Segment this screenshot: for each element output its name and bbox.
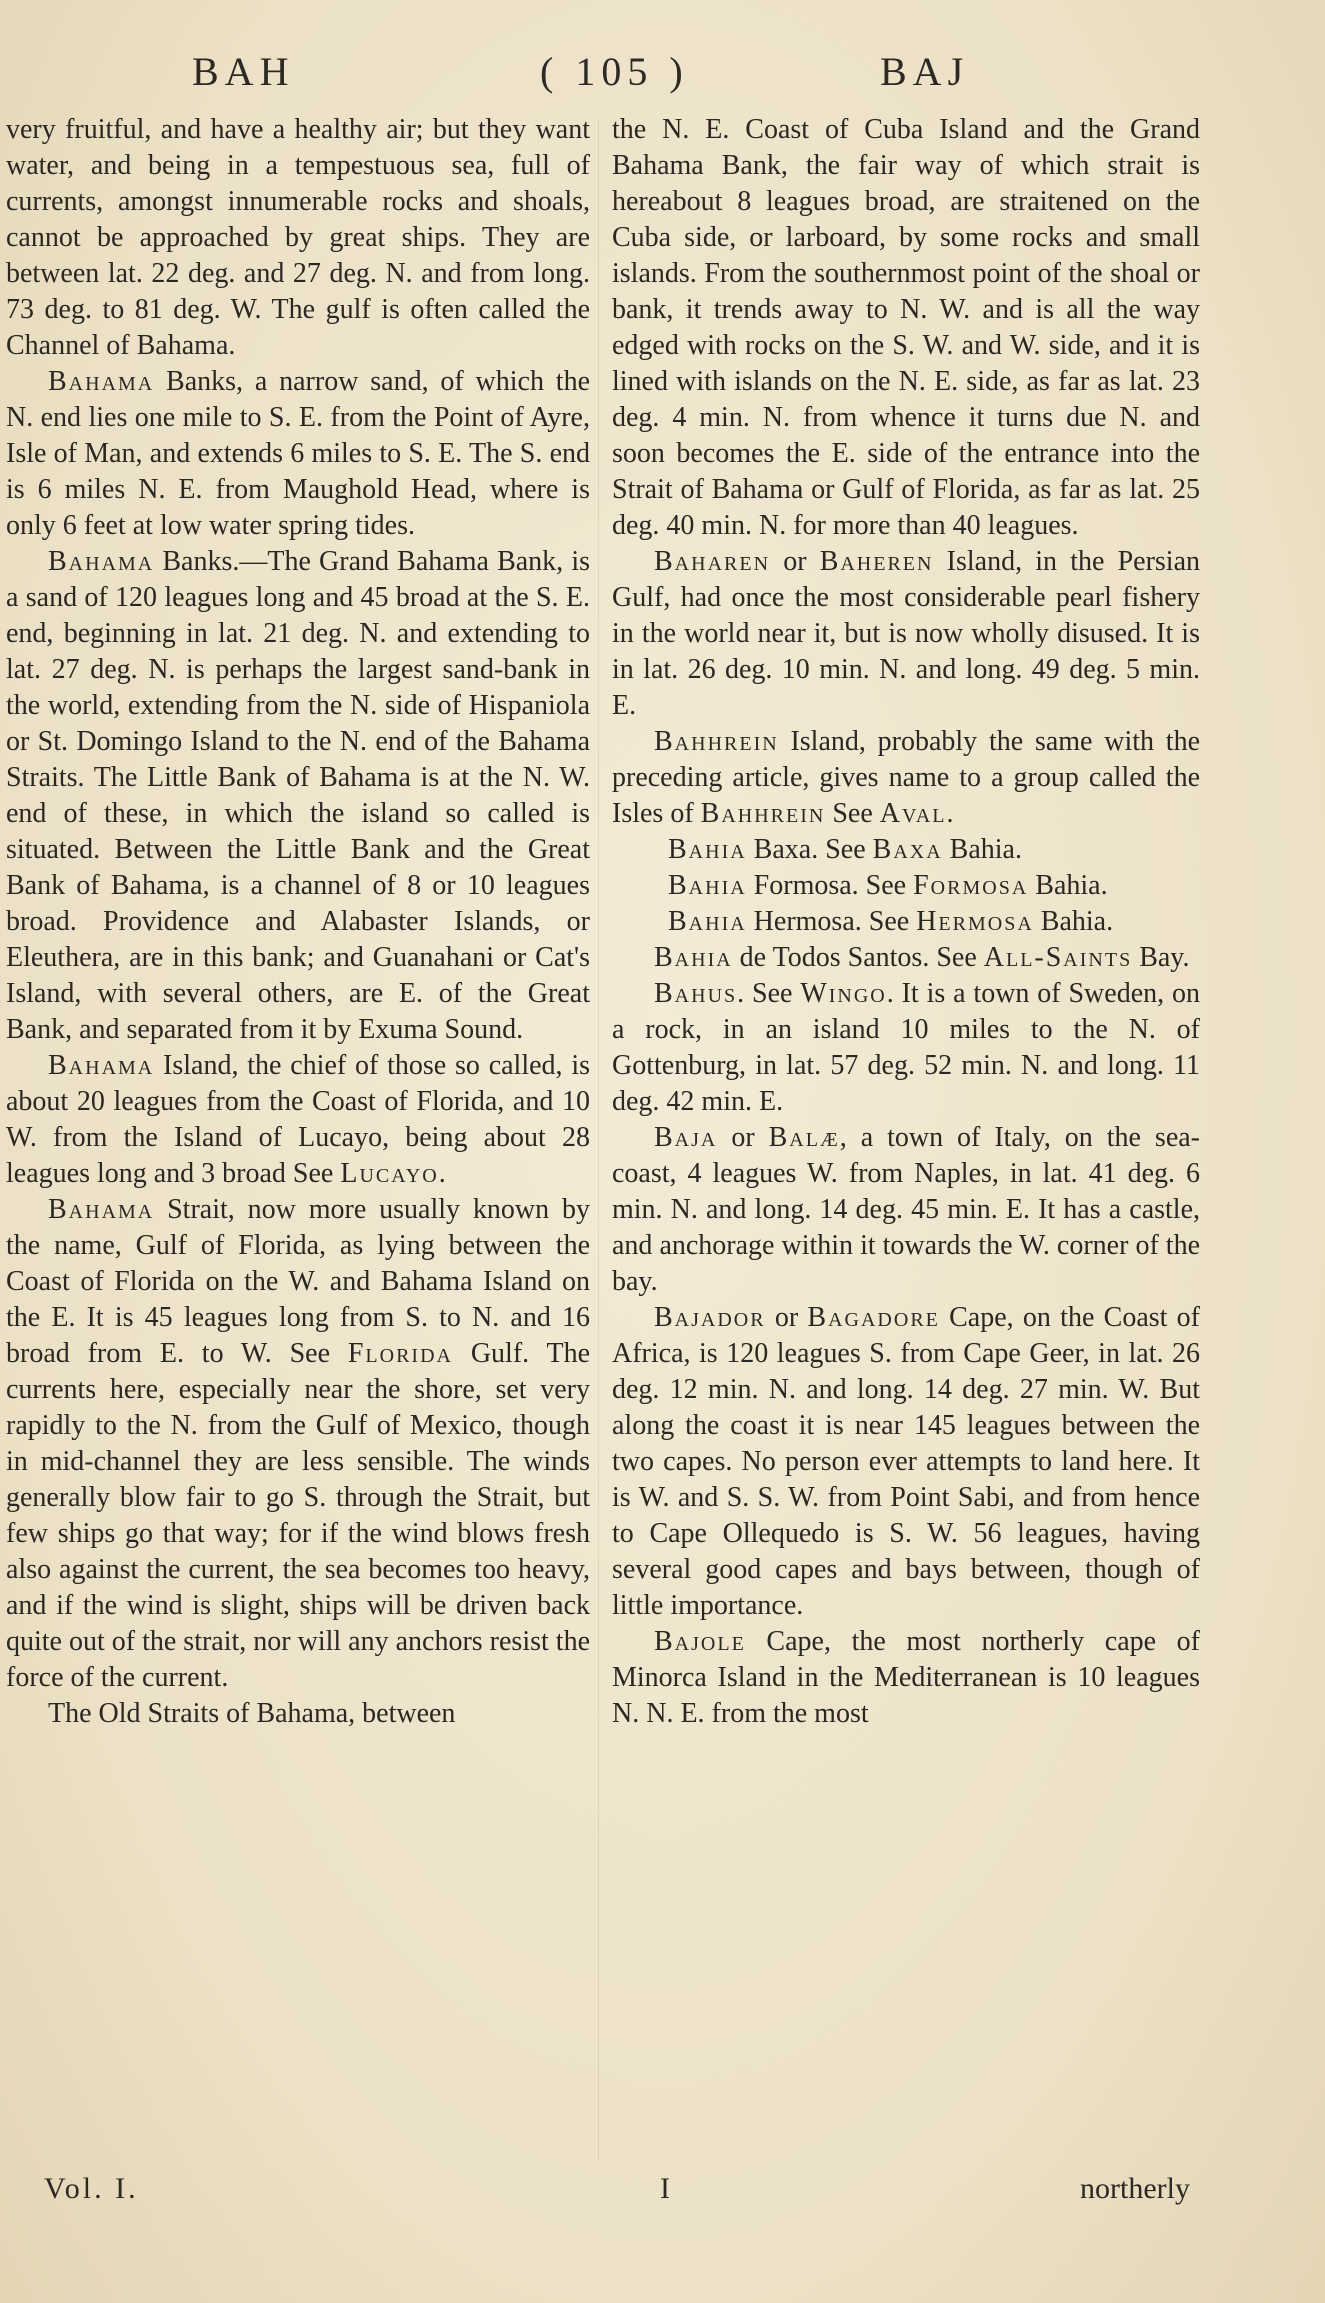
entry-text: Bahia.: [1033, 906, 1114, 937]
entry-old-straits: [6, 1696, 590, 1732]
entry-text: .: [438, 1158, 446, 1189]
entry-bahama-banks-man: [6, 364, 590, 544]
entry-text: or: [770, 546, 820, 577]
catchword: northerly: [1080, 2172, 1190, 2205]
entry-continuation: [6, 112, 590, 364]
entry-text: Island, in the Persian Gulf, had once the most considerable pearl fishery in the world near it, but is now wholly disused. It is in lat. 26 deg. 10 min. N. and long. 49 deg. 5 min. E.: [612, 546, 1200, 721]
entry-headword: Baheren: [819, 546, 934, 577]
entry-text: the N. E. Coast of Cuba Island and the Grand Bahama Bank, the fair way of which strait is hereabout 8 leagues broad, are straitened on the Cuba side, or larboard, by some rocks and small islands. From the southernmost point of the shoal or bank, it trends away to N. W. and is all the way edged with rocks on the S. W. and W. side, and it is lined with islands on the N. E. side, as far as lat. 23 deg. 4 min. N. from whence it turns due N. and soon becomes the E. side of the entrance into the Strait of Bahama or Gulf of Florida, as far as lat. 25 deg. 40 min. N. for more than 40 leagues.: [612, 114, 1200, 541]
entry-bahama-banks-grand: [6, 544, 590, 1048]
cross-reference: Baxa: [872, 834, 943, 865]
entry-headword: Bahus: [654, 978, 738, 1009]
right-column: [612, 112, 1200, 1732]
entry-text: , a town of Italy, on the sea-coast, 4 leagues W. from Naples, in lat. 41 deg. 6 min. N. and long. 14 deg. 45 min. E. It has a castle, and anchorage within it towards the W. corner of the bay.: [612, 1122, 1200, 1297]
cross-reference: Florida: [347, 1338, 453, 1369]
entry-headword: Bagadore: [807, 1302, 940, 1333]
entry-text: Banks.—The Grand Bahama Bank, is a sand of 120 leagues long and 45 broad at the S. E. end, beginning in lat. 21 deg. N. and extending to lat. 27 deg. N. is perhaps the largest sand-bank in the world, extending from the N. side of Hispaniola or St. Domingo Island to the N. end of the Bahama Straits. The Little Bank of Bahama is at the N. W. end of these, in which the island so called is situated. Between the Little Bank and the Great Bank of Bahama, is a channel of 8 or 10 leagues broad. Providence and Alabaster Islands, or Eleuthera, are in this bank; and Guanahani or Cat's Island, with several others, are E. of the Great Bank, and separated from it by Exuma Sound.: [6, 546, 590, 1045]
entry-headword: Bajador: [654, 1302, 766, 1333]
entry-headword: Bahia: [668, 870, 747, 901]
cross-reference: Wingo: [800, 978, 887, 1009]
entry-bahia-formosa: [612, 868, 1200, 904]
entry-text: Bay.: [1132, 942, 1190, 973]
cross-reference: Aval: [879, 798, 947, 829]
entry-text: Baxa. See: [746, 834, 873, 865]
entry-bajole: [612, 1624, 1200, 1732]
entry-continuation: [612, 112, 1200, 544]
running-header: [0, 40, 1325, 110]
header-right-catchword: BAJ: [880, 49, 970, 94]
column-gutter: [598, 120, 599, 2160]
entry-headword: Bahama: [48, 366, 155, 397]
entry-bahia-hermosa: [612, 904, 1200, 940]
entry-text: .: [946, 798, 954, 829]
entry-headword: Bahama: [48, 546, 155, 577]
left-column: [6, 112, 590, 1732]
entry-bahama-strait: [6, 1192, 590, 1696]
cross-reference: All-Saints: [983, 942, 1133, 973]
entry-headword: Baharen: [654, 546, 771, 577]
entry-bahama-island: [6, 1048, 590, 1192]
entry-text: Island, the chief of those so called, is about 20 leagues from the Coast of Florida, and 10 W. from the Island of Lucayo, being about 28 leagues long and 3 broad See: [6, 1050, 590, 1189]
cross-reference: Lucayo: [340, 1158, 439, 1189]
volume-mark: Vol. I.: [44, 2172, 139, 2205]
entry-headword: Bahhrein: [654, 726, 779, 757]
header-left-catchword: BAH: [192, 49, 295, 94]
entry-text: The Old Straits of Bahama, between: [48, 1698, 456, 1729]
entry-baja: [612, 1120, 1200, 1300]
entry-text: very fruitful, and have a healthy air; but they want water, and being in a tempestuous sea, full of currents, amongst innumerable rocks and shoals, cannot be approached by great ships. They are between lat. 22 deg. and 27 deg. N. and from long. 73 deg. to 81 deg. W. The gulf is often called the Channel of Bahama.: [6, 114, 590, 361]
entry-headword: Bajole: [654, 1626, 746, 1657]
entry-text: . See: [737, 978, 801, 1009]
entry-bahia-baxa: [612, 832, 1200, 868]
entry-text: Cape, the most northerly cape of Minorca Island in the Mediterranean is 10 leagues N. N. E. from the most: [612, 1626, 1200, 1729]
entry-headword: Balæ: [768, 1122, 840, 1153]
entry-baharen: [612, 544, 1200, 724]
entry-text: Bahia.: [1028, 870, 1108, 901]
entry-bajador: [612, 1300, 1200, 1624]
entry-headword: Baja: [654, 1122, 718, 1153]
page-number: ( 105 ): [540, 49, 689, 94]
entry-text: Hermosa. See: [746, 906, 917, 937]
entry-text: de Todos Santos. See: [732, 942, 984, 973]
entry-text: . It is a town of Sweden, on a rock, in an island 10 miles to the N. of Gottenburg, in lat. 57 deg. 52 min. N. and long. 11 deg. 42 min. E.: [612, 978, 1200, 1117]
cross-reference: Formosa: [913, 870, 1029, 901]
cross-reference: Bahhrein: [700, 798, 826, 829]
entry-text: Cape, on the Coast of Africa, is 120 leagues S. from Cape Geer, in lat. 26 deg. 12 min. N. and long. 14 deg. 27 min. W. But along the coast it is near 145 leagues between the two capes. No person ever attempts to land here. It is W. and S. S. W. from Point Sabi, and from hence to Cape Ollequedo is S. W. 56 leagues, having several good capes and bays between, though of little importance.: [612, 1302, 1201, 1621]
signature-mark: I: [660, 2172, 670, 2205]
entry-headword: Bahama: [48, 1194, 155, 1225]
page-footer: [0, 2172, 1325, 2212]
cross-reference: Hermosa: [916, 906, 1034, 937]
entry-headword: Bahia: [668, 906, 747, 937]
entry-text: Formosa. See: [746, 870, 914, 901]
entry-bahhrein: [612, 724, 1200, 832]
entry-text: Gulf. The currents here, especially near the shore, set very rapidly to the N. from the Gulf of Mexico, though in mid-channel they are less sensible. The winds generally blow fair to go S. through the Strait, but few ships go that way; for if the wind blows fresh also against the current, the sea becomes too heavy, and if the wind is slight, ships will be driven back quite out of the strait, nor will any anchors resist the force of the current.: [6, 1338, 591, 1693]
entry-text: Banks, a narrow sand, of which the N. end lies one mile to S. E. from the Point of Ayre, Isle of Man, and extends 6 miles to S. E. The S. end is 6 miles N. E. from Maughold Head, where is only 6 feet at low water spring tides.: [6, 366, 590, 541]
entry-text: Strait, now more usually known by the name, Gulf of Florida, as lying between the Coast of Florida on the W. and Bahama Island on the E. It is 45 leagues long from S. to N. and 16 broad from E. to W. See: [6, 1194, 590, 1369]
entry-text: Bahia.: [942, 834, 1022, 865]
entry-text: or: [765, 1302, 808, 1333]
entry-headword: Bahia: [668, 834, 747, 865]
entry-bahus: [612, 976, 1200, 1120]
entry-headword: Bahia: [654, 942, 733, 973]
entry-text: or: [717, 1122, 769, 1153]
entry-bahia-todos-santos: [612, 940, 1200, 976]
entry-headword: Bahama: [48, 1050, 155, 1081]
entry-text: See: [825, 798, 880, 829]
entry-text: Island, probably the same with the preceding article, gives name to a group called the Isles of: [612, 726, 1200, 829]
